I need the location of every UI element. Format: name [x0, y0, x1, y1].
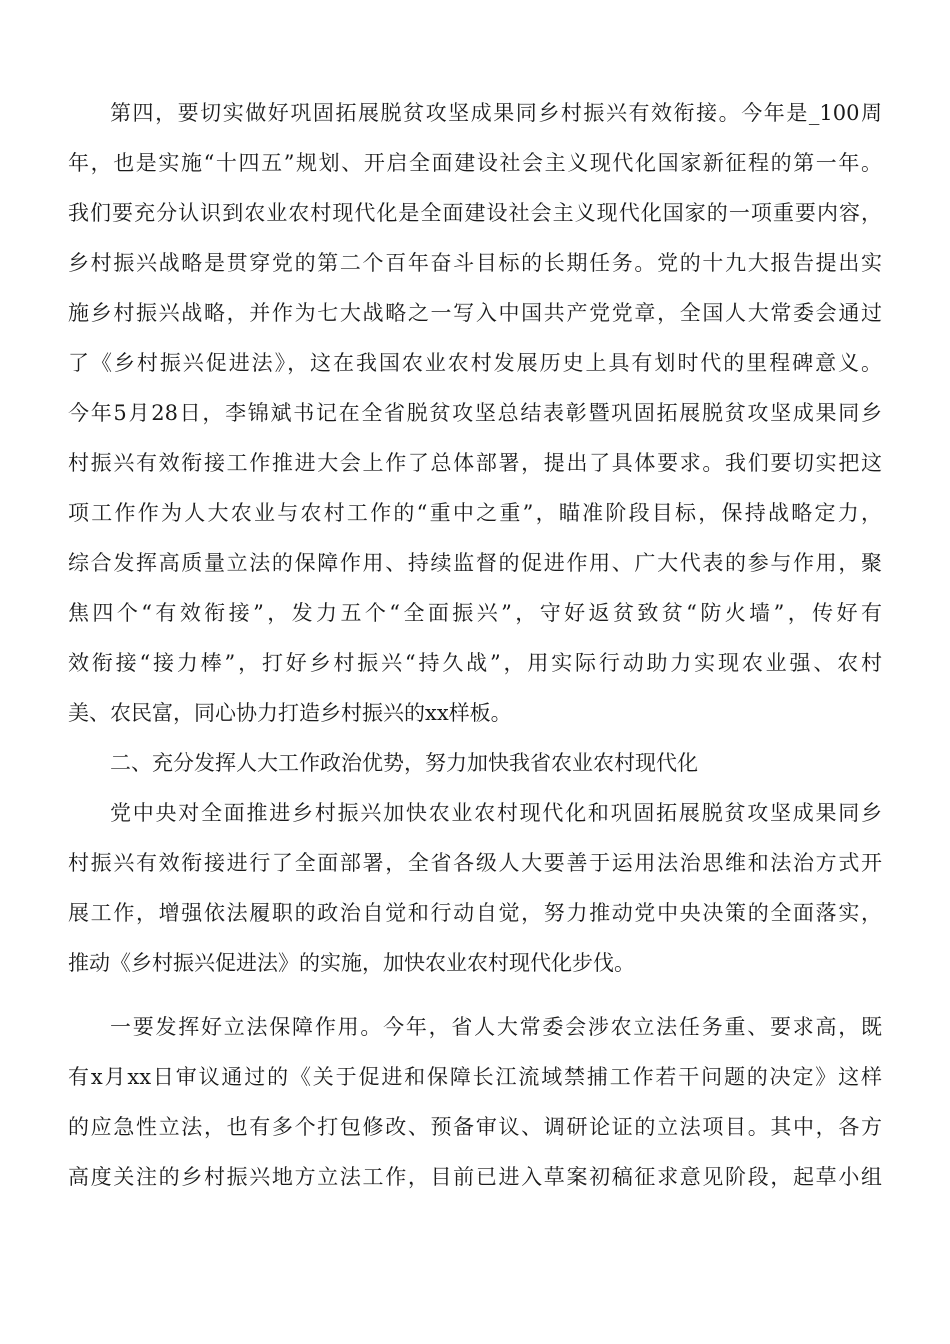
paragraph-4-line-7: 今年5月28日，李锦斌书记在全省脱贫攻坚总结表彰暨巩固拓展脱贫攻坚成果同乡 [68, 401, 882, 425]
paragraph-5-line-4: 推动《乡村振兴促进法》的实施，加快农业农村现代化步伐。 [68, 951, 635, 975]
paragraph-4-line-9: 项工作作为人大农业与农村工作的“重中之重”，瞄准阶段目标，保持战略定力， [68, 501, 882, 525]
paragraph-4-line-2: 年，也是实施“十四五”规划、开启全面建设社会主义现代化国家新征程的第一年。 [68, 151, 882, 175]
paragraph-4-line-8: 村振兴有效衔接工作推进大会上作了总体部署，提出了具体要求。我们要切实把这 [68, 451, 882, 475]
paragraph-5-line-1: 党中央对全面推进乡村振兴加快农业农村现代化和巩固拓展脱贫攻坚成果同乡 [110, 801, 882, 825]
paragraph-6-line-3: 的应急性立法，也有多个打包修改、预备审议、调研论证的立法项目。其中，各方 [68, 1115, 882, 1139]
paragraph-4-line-1: 第四，要切实做好巩固拓展脱贫攻坚成果同乡村振兴有效衔接。今年是_100周 [110, 101, 882, 125]
paragraph-4-line-6: 了《乡村振兴促进法》，这在我国农业农村发展历史上具有划时代的里程碑意义。 [68, 351, 882, 375]
paragraph-4-line-4: 乡村振兴战略是贯穿党的第二个百年奋斗目标的长期任务。党的十九大报告提出实 [68, 251, 882, 275]
paragraph-4-line-11: 焦四个“有效衔接”，发力五个“全面振兴”，守好返贫致贫“防火墙”，传好有 [68, 601, 882, 625]
paragraph-6-line-1: 一要发挥好立法保障作用。今年，省人大常委会涉农立法任务重、要求高，既 [110, 1015, 882, 1039]
paragraph-4-line-5: 施乡村振兴战略，并作为七大战略之一写入中国共产党党章，全国人大常委会通过 [68, 301, 882, 325]
paragraph-6-line-4: 高度关注的乡村振兴地方立法工作，目前已进入草案初稿征求意见阶段，起草小组 [68, 1165, 882, 1189]
paragraph-5-line-2: 村振兴有效衔接进行了全面部署，全省各级人大要善于运用法治思维和法治方式开 [68, 851, 882, 875]
paragraph-4-line-10: 综合发挥高质量立法的保障作用、持续监督的促进作用、广大代表的参与作用，聚 [68, 551, 882, 575]
paragraph-5-line-3: 展工作，增强依法履职的政治自觉和行动自觉，努力推动党中央决策的全面落实， [68, 901, 882, 925]
paragraph-4-line-12: 效衔接“接力棒”，打好乡村振兴“持久战”，用实际行动助力实现农业强、农村 [68, 651, 882, 675]
paragraph-4-line-3: 我们要充分认识到农业农村现代化是全面建设社会主义现代化国家的一项重要内容， [68, 201, 882, 225]
paragraph-4-line-13: 美、农民富，同心协力打造乡村振兴的xx样板。 [68, 701, 512, 725]
section-heading: 二、充分发挥人大工作政治优势，努力加快我省农业农村现代化 [110, 751, 698, 775]
paragraph-6-line-2: 有x月xx日审议通过的《关于促进和保障长江流域禁捕工作若干问题的决定》这样 [68, 1065, 882, 1089]
